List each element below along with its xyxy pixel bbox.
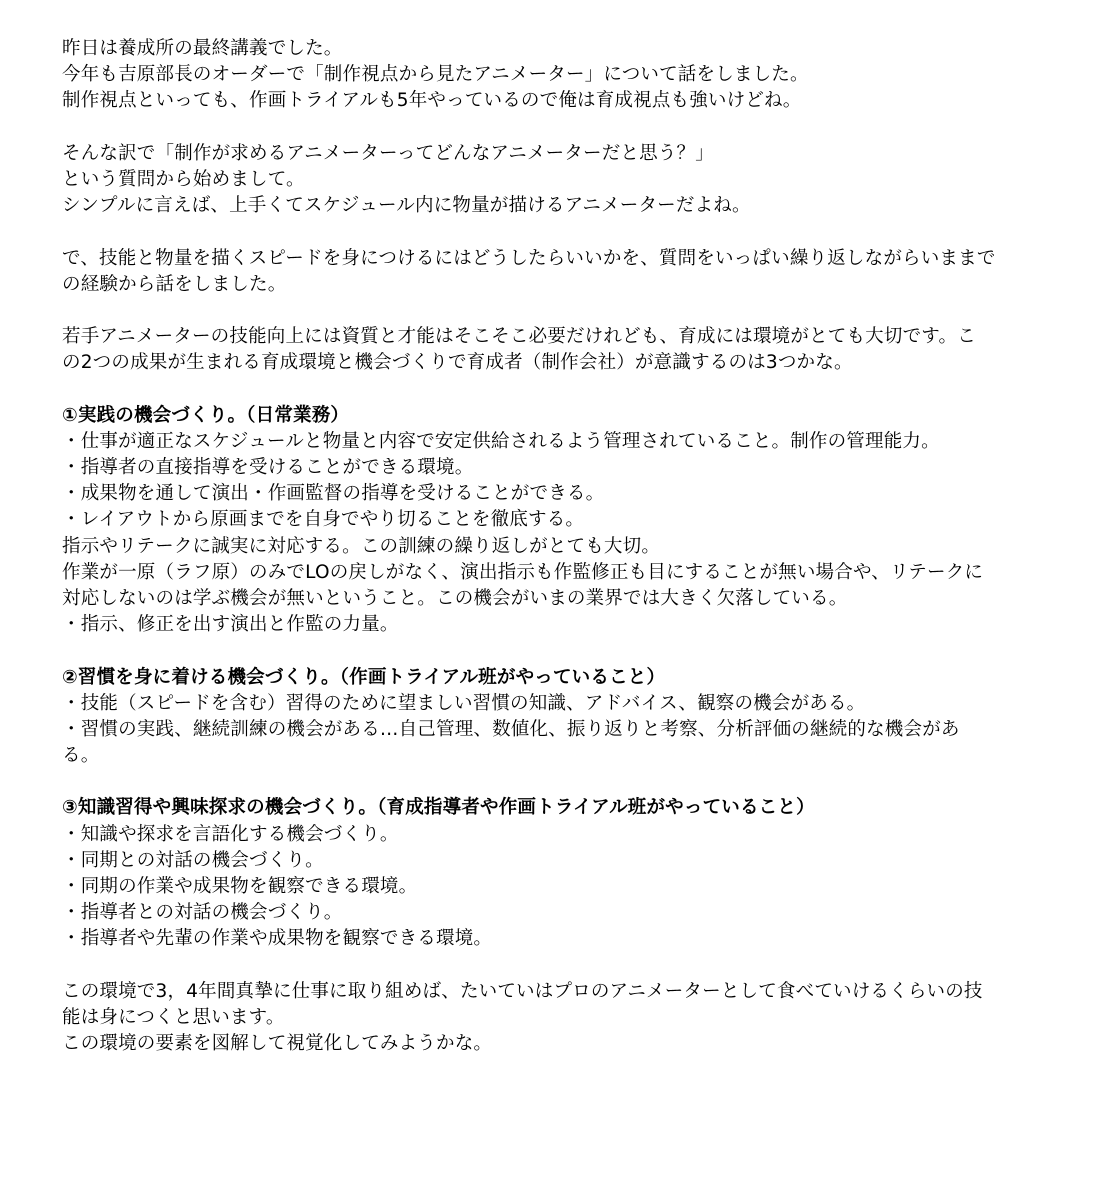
blank-line bbox=[62, 219, 1062, 245]
speed-line-1: で、技能と物量を描くスピードを身につけるにはどうしたらいいかを、質問をいっぱい繰り返しながらいままで bbox=[62, 247, 996, 269]
closing-line-2: 能は身につくと思います。 bbox=[62, 1006, 285, 1028]
section-1-line: 指示やリテークに誠実に対応する。この訓練の繰り返しがとても大切。 bbox=[62, 535, 661, 557]
blank-line bbox=[62, 953, 1062, 979]
section-1-line: 対応しないのは学ぶ機会が無いということ。この機会がいまの業界では大きく欠落している。 bbox=[62, 587, 848, 609]
section-1-heading: ①実践の機会づくり。（日常業務） bbox=[62, 404, 350, 426]
blank-line bbox=[62, 298, 1062, 324]
environment-line-1: 若手アニメーターの技能向上には資質と才能はそこそこ必要だけれども、育成には環境がとても大切です。こ bbox=[62, 326, 976, 348]
intro-line-3: 制作視点といっても、作画トライアルも5年やっているので俺は育成視点も強いけどね。 bbox=[62, 90, 802, 112]
environment-line-2: の2つの成果が生まれる育成環境と機会づくりで育成者（制作会社）が意識するのは3つかな。 bbox=[62, 352, 853, 374]
section-3-line: ・同期の作業や成果物を観察できる環境。 bbox=[62, 876, 418, 897]
question-line-2: という質問から始めまして。 bbox=[62, 168, 305, 190]
speed-line-2: の経験から話をしました。 bbox=[62, 273, 287, 295]
closing-line-1: この環境で3，4年間真摯に仕事に取り組めば、たいていはプロのアニメーターとして食べていけるくらいの技 bbox=[62, 980, 983, 1002]
closing-line-3: この環境の要素を図解して視覚化してみようかな。 bbox=[62, 1033, 493, 1055]
section-1-line: ・指導者の直接指導を受けることができる環境。 bbox=[62, 457, 474, 478]
blank-line bbox=[62, 769, 1062, 795]
section-3-line: ・知識や探求を言語化する機会づくり。 bbox=[62, 823, 399, 845]
section-1-line: ・レイアウトから原画までを自身でやり切ることを徹底する。 bbox=[62, 509, 585, 531]
section-1-line: 作業が一原（ラフ原）のみでLOの戻しがなく、演出指示も作監修正も目にすることが無い場合や、リテークに bbox=[62, 561, 984, 583]
intro-line-2: 今年も吉原部長のオーダーで「制作視点から見たアニメーター」について話をしました。 bbox=[62, 64, 809, 86]
section-3-line: ・同期との対話の機会づくり。 bbox=[62, 849, 324, 871]
section-1-line: ・指示、修正を出す演出と作監の力量。 bbox=[62, 614, 399, 636]
section-2-line: ・技能（スピードを含む）習得のために望ましい習慣の知識、アドバイス、観察の機会がある。 bbox=[62, 692, 866, 714]
intro-line-1: 昨日は養成所の最終講義でした。 bbox=[62, 38, 343, 59]
section-2-line: る。 bbox=[62, 745, 100, 767]
blank-line bbox=[62, 115, 1062, 141]
section-3-line: ・指導者や先輩の作業や成果物を観察できる環境。 bbox=[62, 928, 493, 950]
section-2-line: ・習慣の実践、継続訓練の機会がある…自己管理、数値化、振り返りと考察、分析評価の継続的な機会があ bbox=[62, 718, 960, 740]
blank-line bbox=[62, 376, 1062, 402]
question-line-3: シンプルに言えば、上手くてスケジュール内に物量が描けるアニメーターだよね。 bbox=[62, 195, 751, 217]
section-2-heading: ②習慣を身に着ける機会づくり。（作画トライアル班がやっていること） bbox=[62, 666, 666, 688]
section-3-line: ・指導者との対話の機会づくり。 bbox=[62, 902, 343, 924]
section-1-line: ・仕事が適正なスケジュールと物量と内容で安定供給されるよう管理されていること。制作の管理能力。 bbox=[62, 430, 940, 452]
blank-line bbox=[62, 638, 1062, 664]
document-body bbox=[62, 36, 1062, 1057]
question-line-1: そんな訳で「制作が求めるアニメーターってどんなアニメーターだと思う？」 bbox=[62, 142, 714, 164]
section-1-line: ・成果物を通して演出・作画監督の指導を受けることができる。 bbox=[62, 483, 605, 505]
section-3-heading: ③知識習得や興味探求の機会づくり。（育成指導者や作画トライアル班がやっていること） bbox=[62, 797, 815, 819]
